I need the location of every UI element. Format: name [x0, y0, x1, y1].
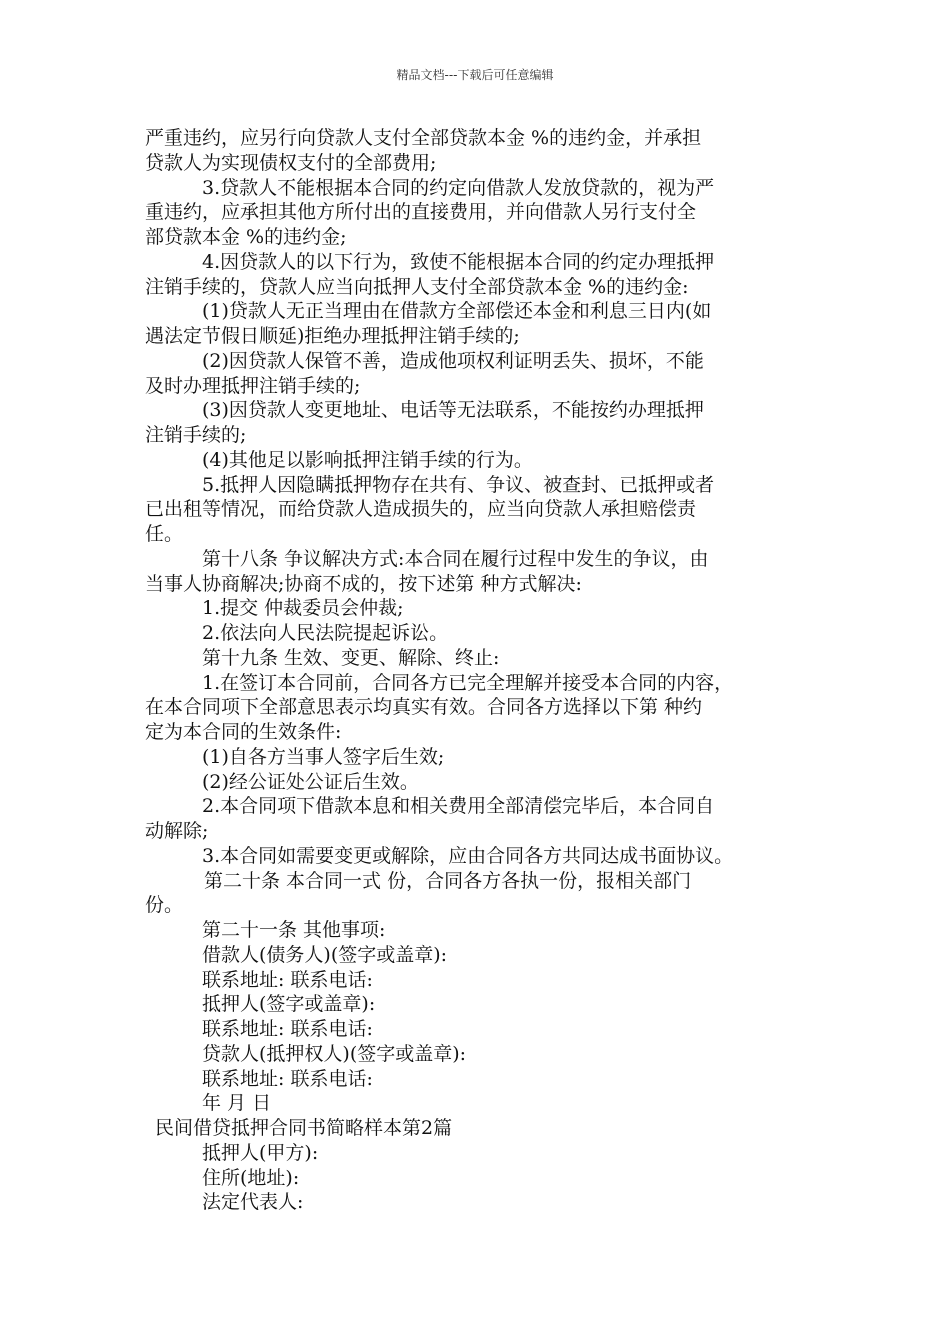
text-line: 重违约，应承担其他方所付出的直接费用，并向借款人另行支付全	[145, 201, 697, 224]
text-line: (1)自各方当事人签字后生效;	[202, 745, 445, 768]
text-line: (1)贷款人无正当理由在借款方全部偿还本金和利息三日内(如	[202, 300, 712, 323]
document-body	[145, 126, 813, 1215]
text-line: 3.本合同如需要变更或解除，应由合同各方共同达成书面协议。	[202, 844, 734, 867]
text-line: (2)因贷款人保管不善，造成他项权利证明丢失、损坏，不能	[202, 349, 704, 372]
text-line: 动解除;	[145, 820, 209, 842]
text-line: 注销手续的，贷款人应当向抵押人支付全部贷款本金 %的违约金:	[145, 275, 689, 298]
text-line: 4.因贷款人的以下行为，致使不能根据本合同的约定办理抵押	[202, 250, 715, 273]
text-line: 年 月 日	[202, 1092, 272, 1115]
page-header: 精品文档---下载后可任意编辑	[396, 68, 554, 82]
text-line: 遇法定节假日顺延)拒绝办理抵押注销手续的;	[145, 325, 520, 347]
text-line: 抵押人(甲方):	[202, 1141, 319, 1164]
text-line: 第十九条 生效、变更、解除、终止:	[202, 646, 500, 669]
text-line: 借款人(债务人)(签字或盖章):	[202, 943, 448, 966]
text-line: 第二十条 本合同一式 份，合同各方各执一份，报相关部门	[204, 869, 692, 892]
text-line: 联系地址: 联系电话:	[202, 968, 373, 991]
text-line: 3.贷款人不能根据本合同的约定向借款人发放贷款的，视为严	[202, 176, 715, 199]
text-line: 5.抵押人因隐瞒抵押物存在共有、争议、被查封、已抵押或者	[202, 473, 715, 496]
text-line: 1.在签订本合同前，合同各方已完全理解并接受本合同的内容，	[202, 671, 734, 694]
text-line: 联系地址: 联系电话:	[202, 1018, 373, 1040]
text-line: 2.本合同项下借款本息和相关费用全部清偿完毕后，本合同自	[202, 795, 715, 818]
text-line: 已出租等情况，而给贷款人造成损失的，应当向贷款人承担赔偿责	[145, 498, 697, 521]
text-line: (3)因贷款人变更地址、电话等无法联系，不能按约办理抵押	[202, 399, 704, 422]
text-line: (4)其他足以影响抵押注销手续的行为。	[202, 448, 533, 471]
text-line: 法定代表人:	[202, 1191, 304, 1214]
text-line: 当事人协商解决;协商不成的，按下述第 种方式解决:	[145, 572, 582, 595]
section-title: 民间借贷抵押合同书简略样本第2篇	[155, 1117, 453, 1139]
text-line: 严重违约，应另行向贷款人支付全部贷款本金 %的违约金，并承担	[145, 127, 702, 149]
text-line: 份。	[145, 894, 184, 917]
text-line: 定为本合同的生效条件:	[145, 721, 342, 743]
text-line: 在本合同项下全部意思表示均真实有效。合同各方选择以下第 种约	[145, 696, 703, 719]
text-line: 2.依法向人民法院提起诉讼。	[202, 622, 449, 644]
text-line: 贷款人为实现债权支付的全部费用;	[145, 151, 437, 174]
text-line: 部贷款本金 %的违约金;	[145, 226, 347, 248]
text-line: (2)经公证处公证后生效。	[202, 770, 419, 793]
text-line: 第二十一条 其他事项:	[202, 919, 386, 941]
text-line: 及时办理抵押注销手续的;	[145, 374, 361, 397]
text-line: 贷款人(抵押权人)(签字或盖章):	[202, 1042, 467, 1065]
text-line: 注销手续的;	[145, 424, 247, 446]
text-line: 任。	[145, 523, 184, 545]
text-line: 联系地址: 联系电话:	[202, 1067, 373, 1090]
text-line: 1.提交 仲裁委员会仲裁;	[202, 597, 404, 620]
text-line: 住所(地址):	[202, 1166, 300, 1189]
text-line: 第十八条 争议解决方式:本合同在履行过程中发生的争议，由	[202, 547, 709, 570]
text-line: 抵押人(签字或盖章):	[202, 993, 376, 1016]
